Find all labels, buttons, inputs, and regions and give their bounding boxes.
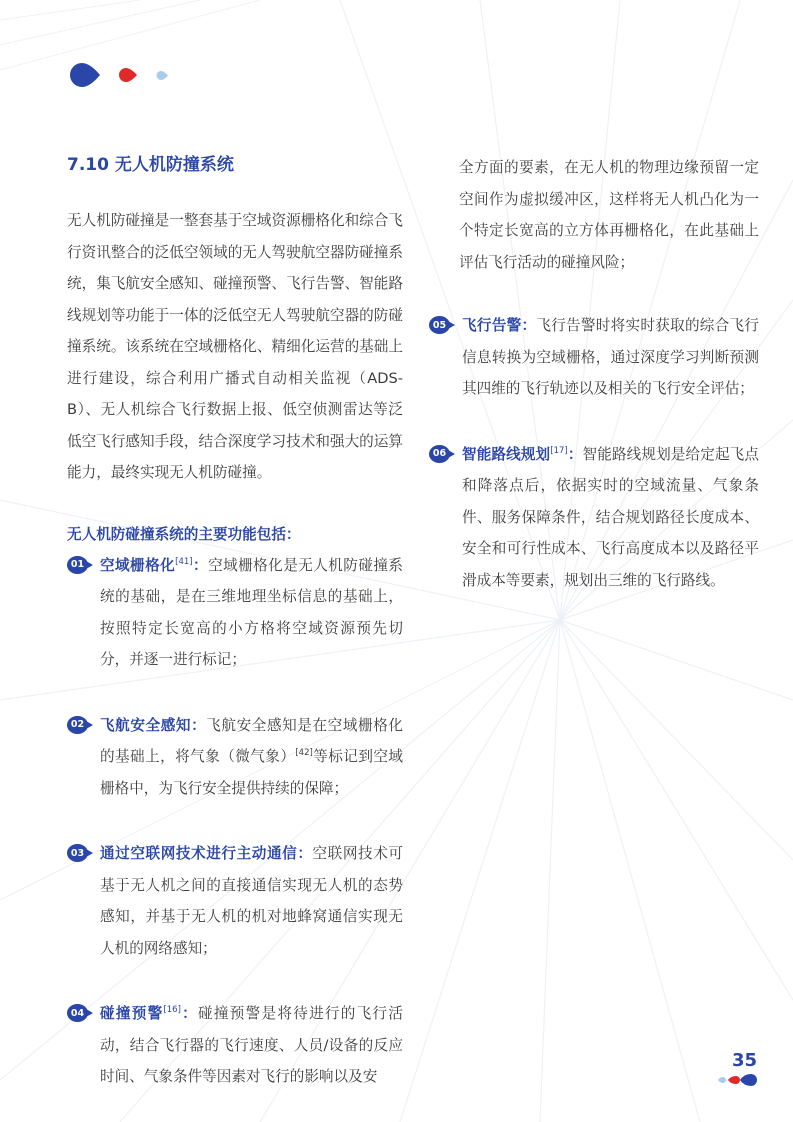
continuation-paragraph: 全方面的要素，在无人机的物理边缘预留一定空间作为虚拟缓冲区，这样将无人机凸化为一个特定长宽高的立方体再栅格化，在此基础上评估飞行活动的碰撞风险； <box>459 159 759 271</box>
feature-title: 空域栅格化 <box>100 556 176 574</box>
badge-05: 05 <box>429 316 450 334</box>
badge-01: 01 <box>67 556 88 574</box>
citation: [17] <box>550 445 568 456</box>
intro-paragraph: 无人机防碰撞是一整套基于空域资源栅格化和综合飞行资讯整合的泛低空领域的无人驾驶航空器防碰撞系统，集飞航安全感知、碰撞预警、飞行告警、智能路线规划等功能于一体的泛低空无人驾驶航空器的防碰撞系统。该系统在空域栅格化、精细化运营的基础上进行建设，综合利用广播式自动相关监视（ADS-B）、无人机综合飞行数据上报、低空侦测雷达等泛低空飞行感知手段，结合深度学习技术和强大的运算能力，最终实现无人机防碰撞。 <box>67 212 403 481</box>
badge-03: 03 <box>67 844 88 862</box>
features-heading: 无人机防碰撞系统的主要功能包括： <box>67 525 301 543</box>
feature-text: 空联网技术可基于无人机之间的直接通信实现无人机的态势感知，并基于无人机的机对地蜂窝通信实现无人机的网络感知； <box>100 845 403 957</box>
feature-item-06: 06 智能路线规划[17]：智能路线规划是给定起飞点和降落点后，依据实时的空域流量、气象条件、服务保障条件，结合规划路径长度成本、安全和可行性成本、飞行高度成本以及路径平滑成本等要素，规划出三维的飞行路线。 <box>429 439 759 597</box>
feature-item-01: 01 空域栅格化[41]：空域栅格化是无人机防碰撞系统的基础，是在三维地理坐标信息的基础上，按照特定长宽高的小方格将空域资源预先切分，并逐一进行标记； <box>67 550 403 676</box>
feature-item-04: 04 碰撞预警[16]：碰撞预警是将待进行的飞行活动，结合飞行器的飞行速度、人员/设备的反应时间、气象条件等因素对飞行的影响以及安 <box>67 998 403 1093</box>
feature-text: 飞航安全感知是在空域栅格化的基础上，将气象（微气象） <box>100 716 403 765</box>
footer-drops-icon <box>716 1072 760 1088</box>
feature-title: 通过空联网技术进行主动通信 <box>100 845 298 862</box>
citation: [41] <box>175 556 193 567</box>
badge-06: 06 <box>429 445 450 463</box>
feature-text: 智能路线规划是给定起飞点和降落点后，依据实时的空域流量、气象条件、服务保障条件，结合规划路径长度成本、安全和可行性成本、飞行高度成本以及路径平滑成本等要素，规划出三维的飞行路线。 <box>462 445 759 589</box>
feature-title: 飞行告警 <box>462 317 522 334</box>
feature-text: 飞行告警时将实时获取的综合飞行信息转换为空域栅格，通过深度学习判断预测其四维的飞行轨迹以及相关的飞行安全评估； <box>462 317 759 397</box>
feature-item-05: 05 飞行告警：飞行告警时将实时获取的综合飞行信息转换为空域栅格，通过深度学习判断预测其四维的飞行轨迹以及相关的飞行安全评估； <box>429 310 759 405</box>
feature-text: 空域栅格化是无人机防碰撞系统的基础，是在三维地理坐标信息的基础上，按照特定长宽高的小方格将空域资源预先切分，并逐一进行标记； <box>100 556 403 668</box>
feature-title: 智能路线规划 <box>462 445 551 463</box>
right-column <box>429 152 759 596</box>
feature-item-02: 02 飞航安全感知：飞航安全感知是在空域栅格化的基础上，将气象（微气象）[42]等标记到空域栅格中，为飞行安全提供持续的保障； <box>67 710 403 805</box>
feature-text: 等标记到空域栅格中，为飞行安全提供持续的保障； <box>100 748 403 797</box>
feature-title: 碰撞预警 <box>100 1005 164 1022</box>
citation: [16] <box>163 1005 181 1016</box>
feature-title: 飞航安全感知 <box>100 716 192 734</box>
badge-02: 02 <box>67 716 88 734</box>
feature-text: 碰撞预警是将待进行的飞行活动，结合飞行器的飞行速度、人员/设备的反应时间、气象条件等因素对飞行的影响以及安 <box>100 1005 403 1085</box>
feature-item-03: 03 通过空联网技术进行主动通信：空联网技术可基于无人机之间的直接通信实现无人机的态势感知，并基于无人机的机对地蜂窝通信实现无人机的网络感知； <box>67 838 403 964</box>
page-number: 35 <box>731 1050 757 1071</box>
section-title: 7.10 无人机防撞系统 <box>67 155 234 175</box>
badge-04: 04 <box>67 1004 88 1022</box>
citation: [42] <box>295 748 313 759</box>
left-column <box>67 150 403 1093</box>
header-drops-icon <box>67 60 177 90</box>
